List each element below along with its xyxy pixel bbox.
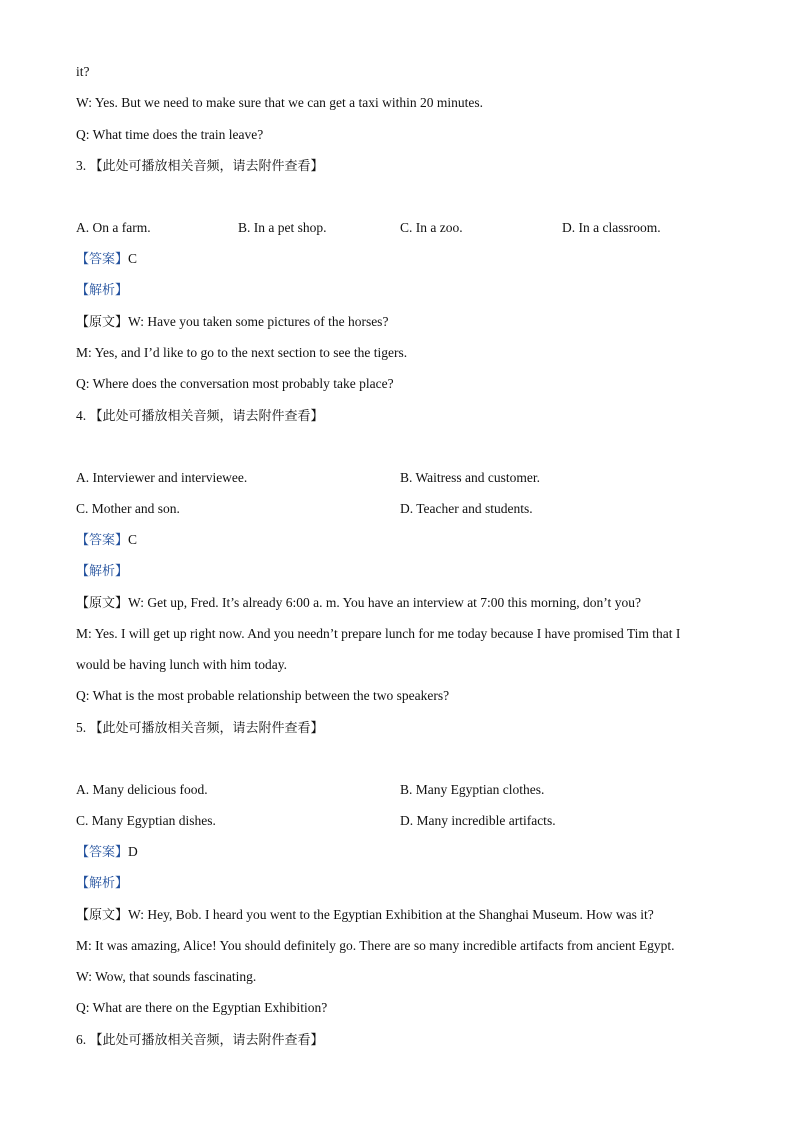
option-b: B. Waitress and customer. — [400, 470, 541, 485]
option-a: A. On a farm. — [76, 220, 151, 235]
answer-tag: 【答案】 — [76, 252, 129, 267]
question-line: Q: What is the most probable relationship between the two speakers? — [76, 688, 450, 703]
transcript-text: W: Have you taken some pictures of the horses? — [128, 314, 389, 329]
original-tag: 【原文】 — [76, 908, 129, 923]
option-b: B. In a pet shop. — [238, 220, 327, 235]
option-a: A. Many delicious food. — [76, 782, 208, 797]
question-number: 6. — [76, 1032, 87, 1047]
answer-line — [76, 250, 137, 269]
option-a: A. Interviewer and interviewee. — [76, 470, 248, 485]
question-number: 4. — [76, 408, 87, 423]
transcript-line: M: Yes. I will get up right now. And you needn’t prepare lunch for me today because I have promised Tim that I — [76, 626, 681, 641]
transcript-line: M: Yes, and I’d like to go to the next section to see the tigers. — [76, 345, 408, 360]
question-number: 3. — [76, 158, 87, 173]
transcript-line: W: Wow, that sounds fascinating. — [76, 969, 257, 984]
option-c: C. Mother and son. — [76, 501, 180, 516]
analysis-tag: 【解析】 — [76, 283, 129, 298]
answer-value: C — [128, 251, 138, 266]
question-6-header — [76, 1031, 324, 1050]
answer-line — [76, 531, 137, 550]
question-number: 5. — [76, 720, 87, 735]
option-d: D. In a classroom. — [562, 220, 661, 235]
text-line: Q: What time does the train leave? — [76, 127, 264, 142]
answer-tag: 【答案】 — [76, 845, 129, 860]
audio-placeholder[interactable]: 【此处可播放相关音频，请去附件查看】 — [89, 1033, 324, 1048]
transcript-line: would be having lunch with him today. — [76, 657, 287, 672]
transcript-line — [76, 313, 388, 332]
analysis-line — [76, 562, 128, 581]
question-4-header — [76, 407, 324, 426]
audio-placeholder[interactable]: 【此处可播放相关音频，请去附件查看】 — [89, 409, 324, 424]
question-line: Q: What are there on the Egyptian Exhibition? — [76, 1000, 328, 1015]
transcript-line: M: It was amazing, Alice! You should definitely go. There are so many incredible artifacts from ancient Egypt. — [76, 938, 675, 953]
transcript-line — [76, 906, 654, 925]
text-line: it? — [76, 64, 90, 79]
option-c: C. Many Egyptian dishes. — [76, 813, 216, 828]
audio-placeholder[interactable]: 【此处可播放相关音频，请去附件查看】 — [89, 159, 324, 174]
text-line: W: Yes. But we need to make sure that we can get a taxi within 20 minutes. — [76, 95, 484, 110]
audio-placeholder[interactable]: 【此处可播放相关音频，请去附件查看】 — [89, 721, 324, 736]
question-5-header — [76, 719, 324, 738]
answer-value: C — [128, 532, 138, 547]
option-d: D. Teacher and students. — [400, 501, 533, 516]
option-d: D. Many incredible artifacts. — [400, 813, 556, 828]
transcript-text: W: Hey, Bob. I heard you went to the Egyptian Exhibition at the Shanghai Museum. How was it? — [128, 907, 654, 922]
answer-tag: 【答案】 — [76, 533, 129, 548]
analysis-line — [76, 281, 128, 300]
transcript-line — [76, 594, 641, 613]
analysis-tag: 【解析】 — [76, 564, 129, 579]
option-c: C. In a zoo. — [400, 220, 463, 235]
option-b: B. Many Egyptian clothes. — [400, 782, 545, 797]
question-3-header — [76, 157, 324, 176]
transcript-text: W: Get up, Fred. It’s already 6:00 a. m. You have an interview at 7:00 this morning, don’t you? — [128, 595, 641, 610]
original-tag: 【原文】 — [76, 315, 129, 330]
analysis-line — [76, 874, 128, 893]
answer-line — [76, 843, 138, 862]
analysis-tag: 【解析】 — [76, 876, 129, 891]
answer-value: D — [128, 844, 138, 859]
original-tag: 【原文】 — [76, 596, 129, 611]
question-line: Q: Where does the conversation most probably take place? — [76, 376, 394, 391]
